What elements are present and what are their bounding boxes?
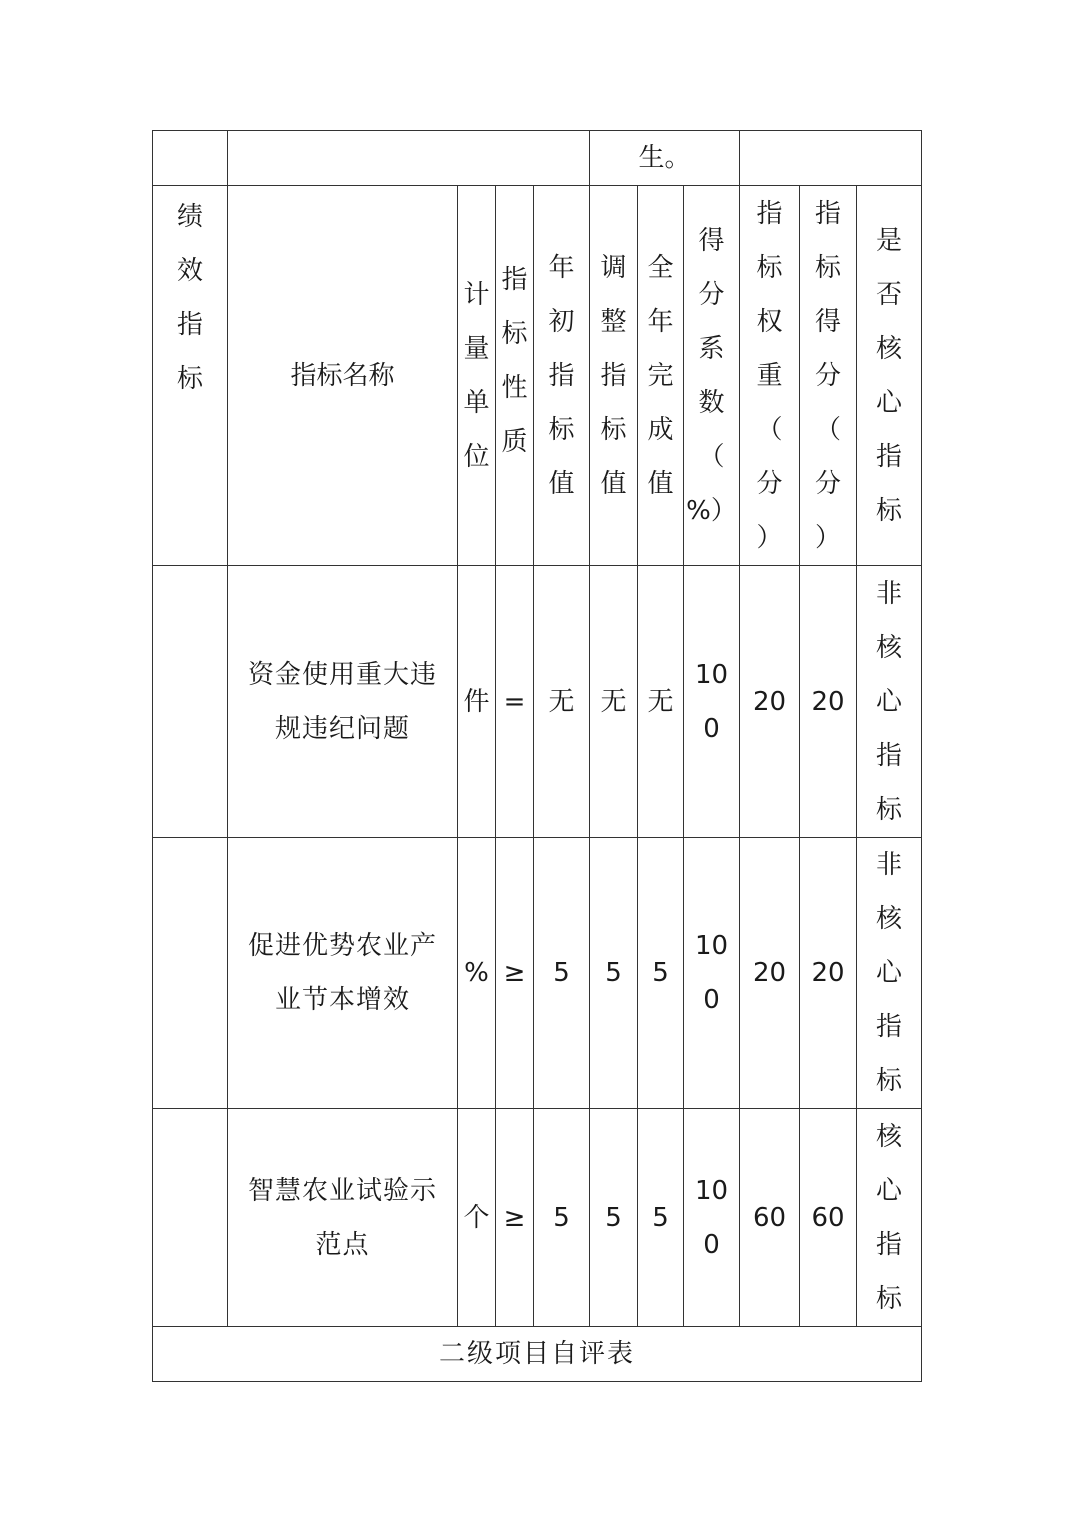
unit-value: %: [464, 958, 489, 988]
header-initial-target-char: 年: [548, 252, 575, 283]
cell-coefficient: [684, 1109, 739, 1326]
cell-adjusted: [590, 838, 637, 1108]
header-score-char: ）: [814, 522, 841, 553]
cell-nature: [496, 1109, 533, 1326]
cell-weight: [740, 1109, 799, 1326]
adjusted-value: 5: [605, 958, 622, 988]
cell-initial: [534, 1109, 589, 1326]
header-nature-char: 质: [501, 427, 528, 457]
indicator-name-line: 智慧农业试验示: [247, 1175, 437, 1206]
header-annual-completed-char: 全: [647, 252, 674, 283]
coefficient-line: 10: [694, 931, 729, 961]
adjusted-value: 5: [605, 1202, 622, 1233]
is-core-char: 指: [875, 1229, 902, 1260]
score-value: 20: [811, 686, 845, 717]
cell-completed: [638, 838, 683, 1108]
unit-value: 件: [463, 686, 490, 717]
is-core-char: 非: [875, 578, 902, 609]
header-is-core-char: 标: [875, 495, 902, 526]
header-score: [800, 186, 856, 565]
is-core-char: 核: [875, 632, 902, 663]
is-core-char: 标: [875, 794, 902, 825]
is-core-char: 非: [875, 850, 902, 880]
cell-is-core: [857, 838, 921, 1108]
cell-unit: [458, 838, 495, 1108]
header-unit-char: 量: [463, 333, 490, 364]
cell-score: [800, 566, 856, 837]
header-initial-target-char: 初: [548, 306, 575, 337]
cell-is-core: [857, 566, 921, 837]
header-annual-completed: [638, 186, 683, 565]
header-unit-char: 计: [463, 279, 490, 310]
indicator-name: [228, 1109, 457, 1326]
header-score-char: 标: [814, 252, 841, 283]
header-adjusted-target-char: 指: [600, 360, 627, 391]
header-weight-char: 标: [756, 252, 783, 283]
indicator-name: [228, 566, 457, 837]
header-adjusted-target-char: 整: [600, 306, 627, 337]
header-score-char: 分: [814, 468, 841, 499]
weight-value: 20: [752, 686, 787, 717]
header-adjusted-target-char: 调: [600, 252, 627, 283]
coefficient-line: 0: [703, 985, 720, 1015]
header-nature-char: 指: [501, 265, 528, 295]
coefficient-line: 10: [694, 659, 729, 690]
is-core-char: 心: [875, 1175, 902, 1206]
header-performance-indicator-char: 指: [176, 310, 203, 340]
cell-adjusted: [590, 1109, 637, 1326]
score-value: 60: [811, 1202, 845, 1233]
indicator-name-line: 促进优势农业产: [247, 931, 437, 961]
cell-coefficient: [684, 566, 739, 837]
header-unit-char: 单: [463, 387, 490, 418]
cell-initial: [534, 838, 589, 1108]
header-score-coefficient: [684, 186, 739, 565]
footer-title: 二级项目自评表: [438, 1339, 635, 1369]
header-is-core-char: 心: [875, 387, 902, 418]
is-core-char: 心: [875, 958, 902, 988]
is-core-char: 指: [875, 1012, 902, 1042]
header-weight-char: 权: [756, 306, 783, 337]
coefficient-line: 10: [694, 1175, 729, 1206]
header-is-core-char: 指: [875, 441, 902, 472]
header-initial-target-char: 值: [548, 468, 575, 499]
cell-unit: [458, 566, 495, 837]
cell-weight: [740, 838, 799, 1108]
header-annual-completed-char: 成: [647, 414, 674, 445]
indicator-name-line: 范点: [315, 1229, 370, 1260]
unit-value: 个: [463, 1202, 490, 1233]
indicator-name-line: 资金使用重大违: [247, 659, 437, 690]
header-initial-target-char: 标: [548, 414, 575, 445]
header-nature: [496, 186, 533, 536]
header-score-char: 得: [814, 306, 841, 337]
cell-completed: [638, 566, 683, 837]
cell-is-core: [857, 1109, 921, 1326]
header-performance-indicator: [153, 186, 227, 406]
header-adjusted-target: [590, 186, 637, 565]
indicator-name-line: 规违纪问题: [274, 713, 410, 744]
header-is-core: [857, 186, 921, 565]
is-core-char: 指: [875, 740, 902, 771]
header-annual-completed-char: 值: [647, 468, 674, 499]
adjusted-value: 无: [600, 686, 627, 717]
header-weight-char: ）: [756, 522, 783, 553]
header-weight-char: 指: [756, 198, 783, 229]
header-unit-char: 位: [463, 441, 490, 472]
coefficient-line: 0: [703, 1229, 720, 1260]
is-core-char: 标: [875, 1283, 902, 1314]
cell-coefficient: [684, 838, 739, 1108]
nature-value: ≥: [503, 1202, 526, 1233]
header-weight-char: 分: [756, 468, 783, 499]
header-score-coefficient-char: 分: [698, 279, 725, 310]
cell-score: [800, 1109, 856, 1326]
cell-weight: [740, 566, 799, 837]
header-weight-char: （: [756, 414, 783, 445]
coefficient-line: 0: [703, 713, 720, 744]
continuation-text: 生。: [638, 143, 691, 173]
is-core-char: 核: [875, 904, 902, 934]
initial-value: 5: [553, 1202, 570, 1233]
is-core-char: 心: [875, 686, 902, 717]
nature-value: ≥: [503, 958, 526, 988]
score-value: 20: [811, 958, 845, 988]
header-initial-target-char: 指: [548, 360, 575, 391]
header-nature-char: 标: [501, 319, 528, 349]
initial-value: 无: [548, 686, 575, 717]
header-score-char: （: [814, 414, 841, 445]
weight-value: 20: [752, 958, 787, 988]
header-score-coefficient-char: 数: [698, 387, 725, 418]
header-initial-target: [534, 186, 589, 565]
header-is-core-char: 是: [875, 225, 902, 256]
header-performance-indicator-char: 效: [176, 256, 203, 286]
cell-initial: [534, 566, 589, 837]
header-performance-indicator-char: 绩: [176, 202, 203, 232]
header-adjusted-target-char: 值: [600, 468, 627, 499]
header-annual-completed-char: 年: [647, 306, 674, 337]
cell-adjusted: [590, 566, 637, 837]
header-score-coefficient-char: 系: [698, 333, 725, 364]
indicator-name: [228, 838, 457, 1108]
header-is-core-char: 核: [875, 333, 902, 364]
header-adjusted-target-char: 标: [600, 414, 627, 445]
completed-value: 5: [652, 1202, 669, 1233]
header-score-char: 指: [814, 198, 841, 229]
header-performance-indicator-char: 标: [176, 364, 203, 394]
is-core-char: 标: [875, 1066, 902, 1096]
indicator-name-line: 业节本增效: [274, 985, 410, 1015]
initial-value: 5: [553, 958, 570, 988]
is-core-char: 核: [875, 1121, 902, 1152]
header-weight-char: 重: [756, 360, 783, 391]
header-is-core-char: 否: [875, 279, 902, 310]
header-score-coefficient-char: 得: [698, 225, 725, 256]
cell-score: [800, 838, 856, 1108]
header-score-char: 分: [814, 360, 841, 391]
completed-value: 无: [647, 686, 674, 717]
header-annual-completed-char: 完: [647, 360, 674, 391]
nature-value: =: [503, 686, 526, 717]
header-nature-char: 性: [501, 373, 528, 403]
completed-value: 5: [652, 958, 669, 988]
header-score-coefficient-char: %）: [686, 495, 737, 526]
cell-completed: [638, 1109, 683, 1326]
header-score-coefficient-char: （: [698, 441, 725, 472]
header-unit: [458, 186, 495, 565]
header-indicator-name: 指标名称: [290, 360, 395, 391]
weight-value: 60: [752, 1202, 787, 1233]
cell-nature: [496, 838, 533, 1108]
cell-unit: [458, 1109, 495, 1326]
cell-nature: [496, 566, 533, 837]
header-weight: [740, 186, 799, 565]
